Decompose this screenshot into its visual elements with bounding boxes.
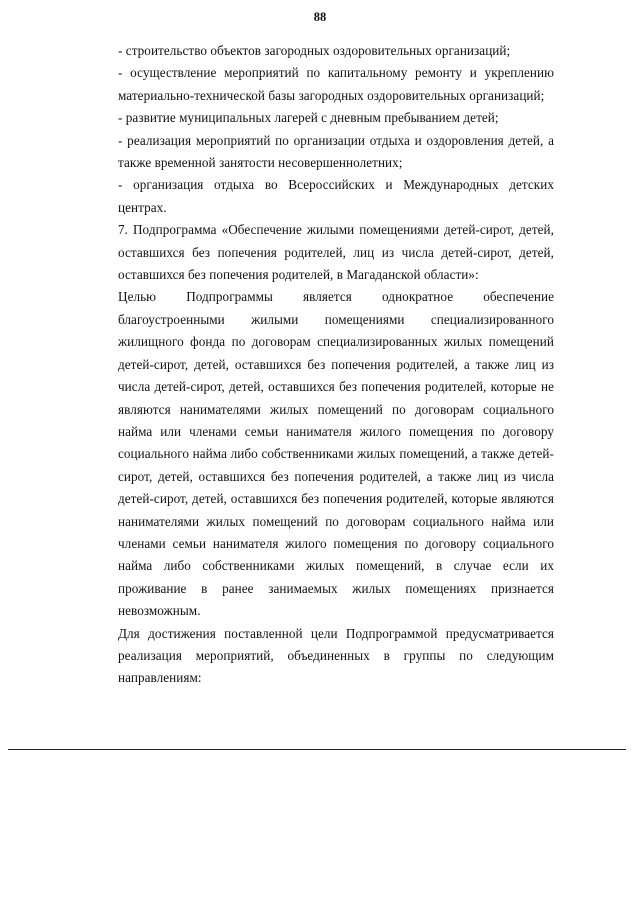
subprogram-goal-paragraph: Целью Подпрограммы является однократное обеспечение благоустроенными жилыми помещениями специализированного жилищного фонда по договорам специализированных жилых помещений детей-сирот, детей, оставшихся без попечения родителей, а также лиц из числа детей-сирот, детей, оставшихся без попечения родителей, которые не являются нанимателями жилых помещений по договорам социального найма или членами семьи нанимателя жилого помещения по договору социального найма либо собственниками жилых помещений, а также детей-сирот, детей, оставшихся без попечения родителей, а также лиц из числа детей-сирот, детей, оставшихся без попечения родителей, которые являются нанимателями жилых помещений по договорам социального найма или членами семьи нанимателя жилого помещения по договору социального найма либо собственниками жилых помещений, в случае если их проживание в ранее занимаемых жилых помещениях признается невозможным. (118, 289, 554, 619)
bullet-paragraph-repair: - осуществление мероприятий по капитальному ремонту и укреплению материально-технической базы загородных оздоровительных организаций; (118, 65, 554, 103)
bullet-paragraph-construction: - строительство объектов загородных оздоровительных организаций; (118, 43, 511, 58)
bullet-paragraph-recreation: - реализация мероприятий по организации отдыха и оздоровления детей, а также временной занятости несовершеннолетних; (118, 132, 554, 171)
subprogram-measures-paragraph: Для достижения поставленной цели Подпрограммой предусматривается реализация мероприятий, объединенных в группы по следующим направлениям: (118, 625, 554, 686)
body-text (118, 40, 554, 690)
bullet-paragraph-centers: - организация отдыха во Всероссийских и Международных детских центрах. (118, 177, 554, 215)
bullet-paragraph-day-camps: - развитие муниципальных лагерей с дневным пребыванием детей; (118, 110, 499, 126)
subprogram-heading: 7. Подпрограмма «Обеспечение жилыми помещениями детей-сирот, детей, оставшихся без попечения родителей, лиц из числа детей-сирот, детей, оставшихся без попечения родителей, в Магаданской области»: (118, 222, 554, 283)
page-number: 88 (313, 10, 327, 24)
footer-divider-line (8, 749, 626, 750)
